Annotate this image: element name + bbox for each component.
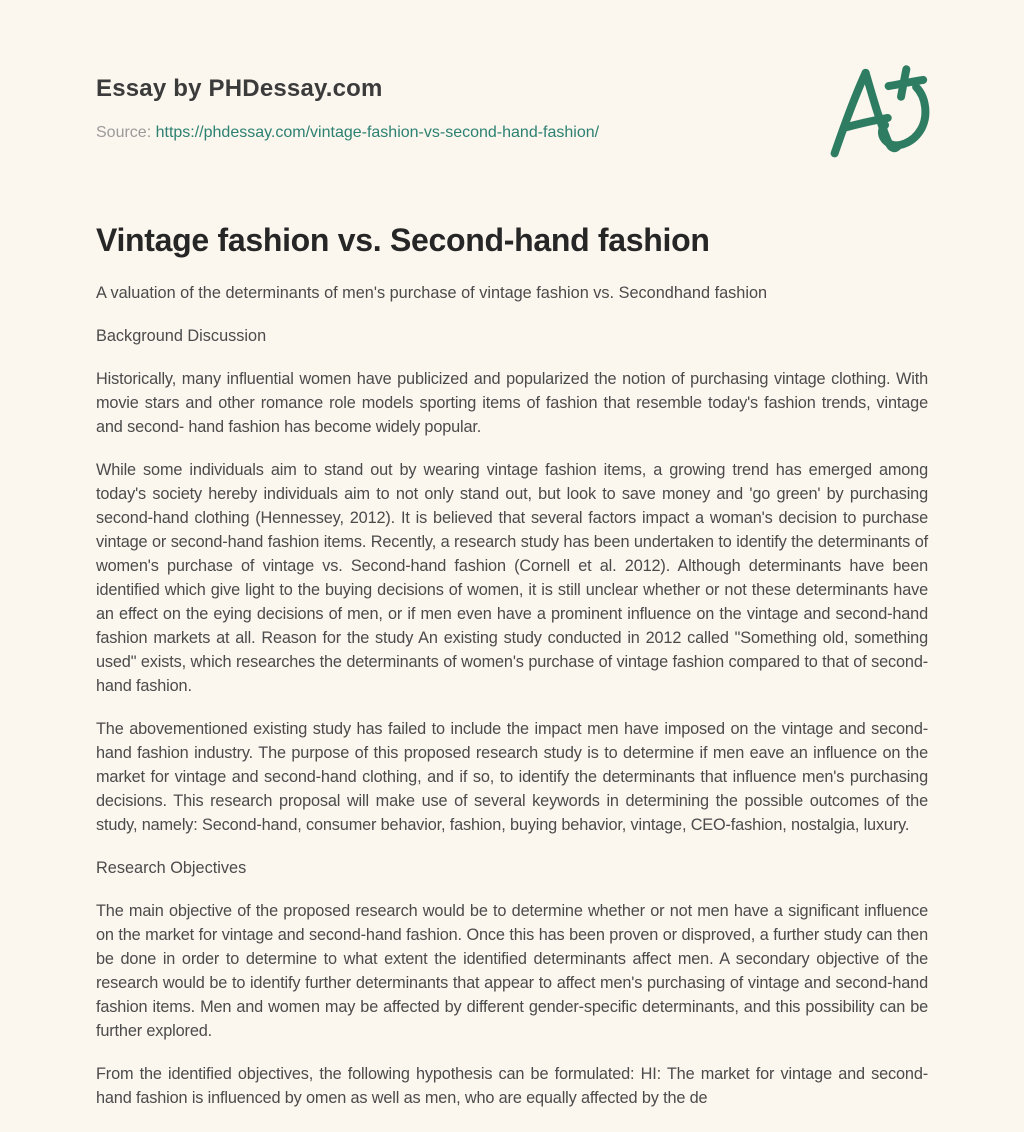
site-title: Essay by PHDessay.com bbox=[96, 75, 383, 102]
essay-title: Vintage fashion vs. Second-hand fashion bbox=[96, 222, 710, 258]
essay-paragraph: The abovementioned existing study has failed to include the impact men have imposed on the vintage and second-hand fashion industry. The purpose of this proposed research study is to determine if men eave an influence on the market for vintage and second-hand clothing, and if so, to identify the determinants that influence men's purchasing decisions. This research proposal will make use of several keywords in determining the possible outcomes of the study, namely: Second-hand, consumer behavior, fashion, buying behavior, vintage, CEO-fashion, nostalgia, luxury. bbox=[96, 720, 928, 834]
essay-paragraph: From the identified objectives, the following hypothesis can be formulated: HI: The market for vintage and second-hand fashion is influenced by omen as well as men, who are equally affected by the de bbox=[96, 1065, 928, 1107]
section-heading-research-objectives: Research Objectives bbox=[96, 859, 247, 877]
source-label: Source: bbox=[96, 124, 152, 141]
essay-paragraph: Historically, many influential women have publicized and popularized the notion of purchasing vintage clothing. With movie stars and other romance role models sporting items of fashion that resemble today's fashion trends, vintage and second- hand fashion has become widely popular. bbox=[96, 370, 928, 436]
essay-content bbox=[96, 222, 928, 1110]
a-plus-logo-icon bbox=[816, 58, 940, 170]
page-header bbox=[96, 76, 928, 144]
essay-paragraph: While some individuals aim to stand out by wearing vintage fashion items, a growing trend has emerged among today's society hereby individuals aim to not only stand out, but look to save money and 'go green' by purchasing second-hand clothing (Hennessey, 2012). It is believed that several factors impact a woman's decision to purchase vintage or second-hand fashion items. Recently, a research study has been undertaken to identify the determinants of women's purchase of vintage vs. Second-hand fashion (Cornell et al. 2012). Although determinants have been identified which give light to the buying decisions of women, it is still unclear whether or not these determinants have an effect on the eying decisions of men, or if men even have a prominent influence on the vintage and second-hand fashion markets at all. Reason for the study An existing study conducted in 2012 called "Something old, something used" exists, which researches the determinants of women's purchase of vintage fashion compared to that of second-hand fashion. bbox=[96, 461, 928, 695]
section-heading-background-discussion: Background Discussion bbox=[96, 327, 267, 345]
essay-paragraph: The main objective of the proposed research would be to determine whether or not men have a significant influence on the market for vintage and second-hand fashion. Once this has been proven or disproved, a further study can then be done in order to determine to what extent the identified determinants affect men. A secondary objective of the research would be to identify further determinants that appear to affect men's purchasing of vintage and second-hand fashion items. Men and women may be affected by different gender-specific determinants, and this possibility can be further explored. bbox=[96, 902, 928, 1040]
essay-subtitle: A valuation of the determinants of men's purchase of vintage fashion vs. Secondhand fashion bbox=[96, 284, 768, 302]
source-link[interactable]: https://phdessay.com/vintage-fashion-vs-second-hand-fashion/ bbox=[155, 124, 600, 141]
source-line bbox=[96, 122, 928, 144]
